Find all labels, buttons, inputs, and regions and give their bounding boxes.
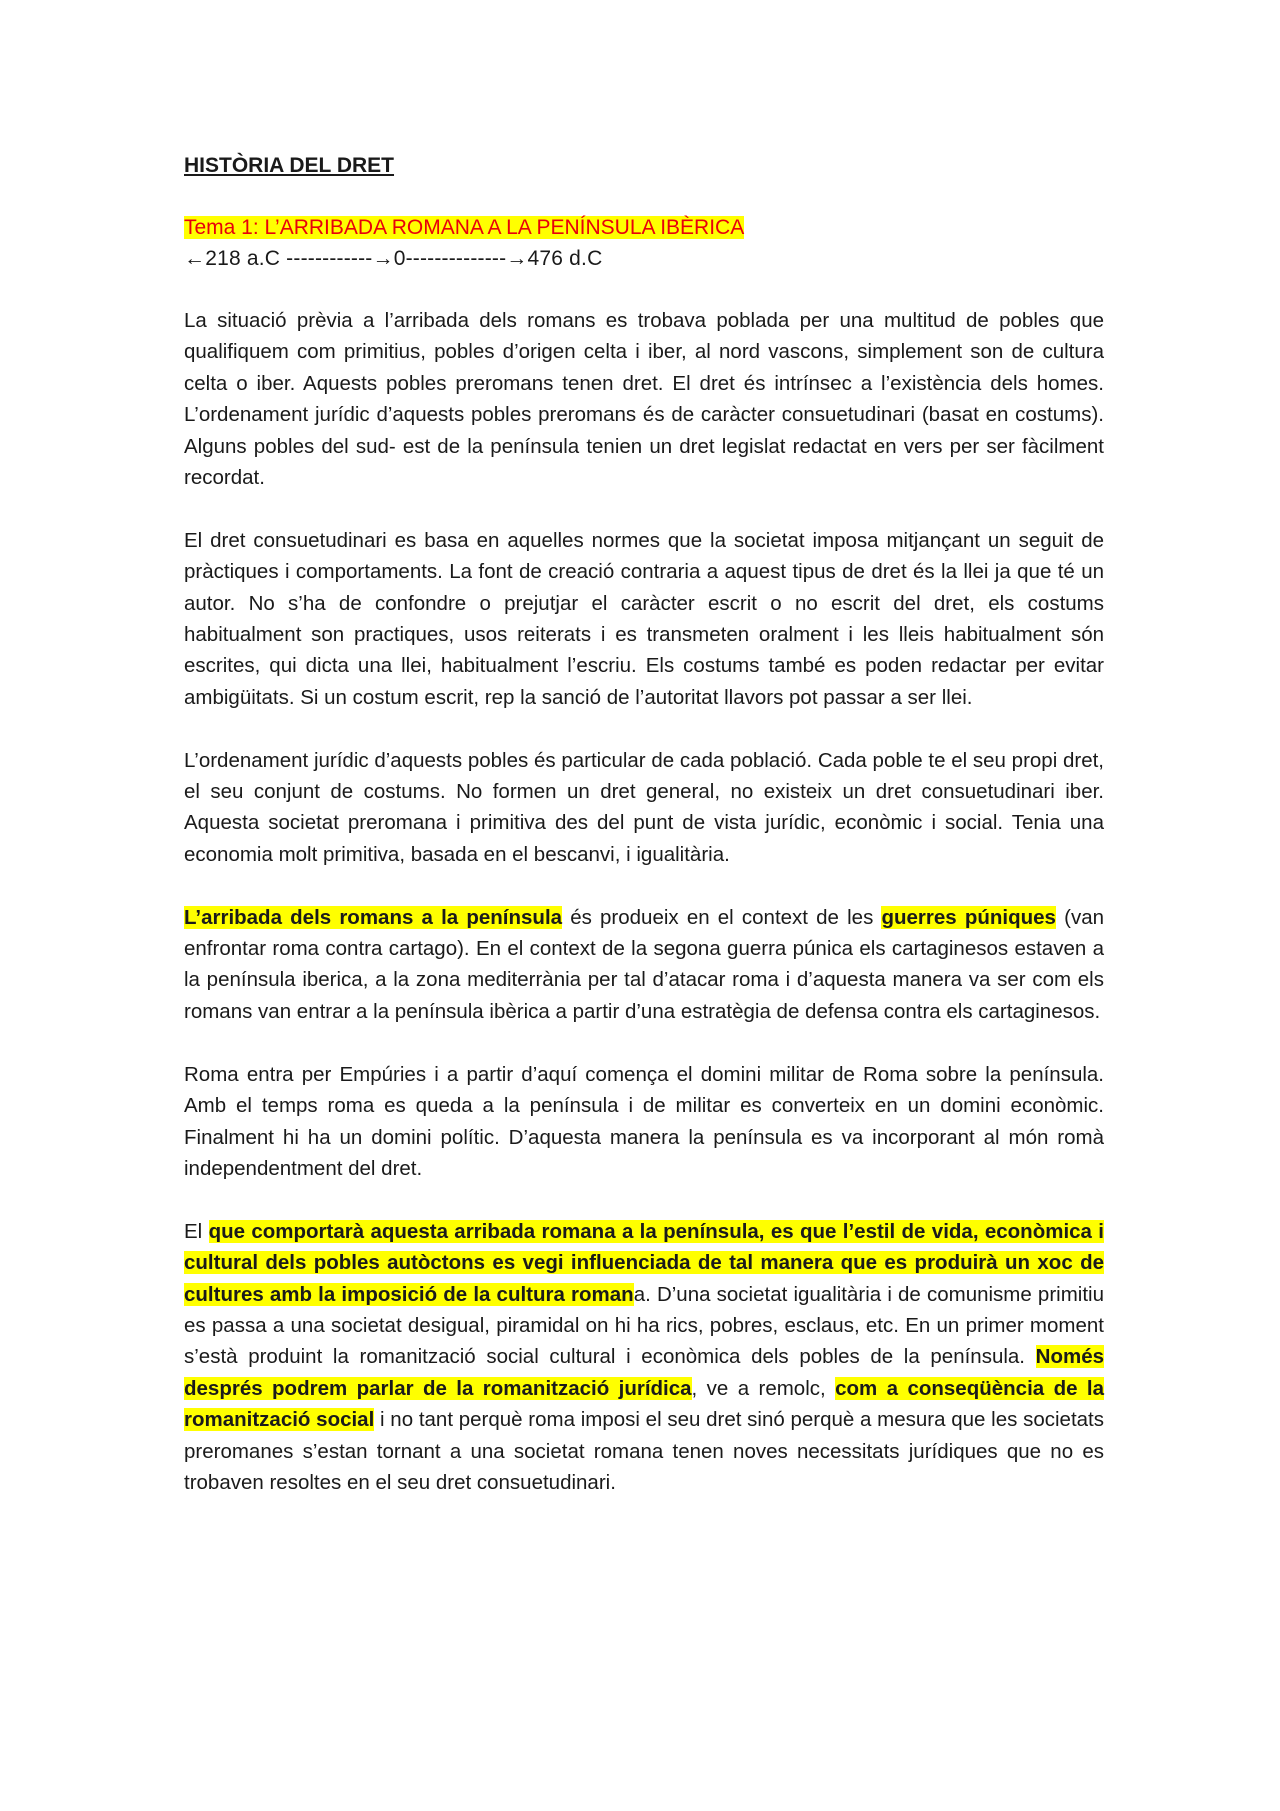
highlight-punic-wars: guerres púniques bbox=[881, 905, 1056, 929]
text-segment: i no tant perquè roma imposi el seu dret sinó perquè a mesura que les societats preromanes s’estan tornant a una societat romana tenen noves necessitats jurídiques que no es trobaven resoltes en el seu dret consuetudinari. bbox=[184, 1408, 1105, 1494]
highlight-social-romanization: com a conseqüència de la romanització social bbox=[184, 1376, 1104, 1432]
highlight-roman-arrival: L’arribada dels romans a la península bbox=[184, 905, 563, 929]
paragraph-customary-law: El dret consuetudinari es basa en aquelles normes que la societat imposa mitjançant un seguit de pràctiques i comportaments. La font de creació contraria a aquest tipus de dret és la llei ja que té un autor. No s’ha de confondre o prejutjar el caràcter escrit o no escrit del dret, els costums habitualment son practiques, usos reiterats i es transmeten oralment i les lleis habitualment són escrites, qui dicta una llei, habitualment l’escriu. Els costums també es poden redactar per evitar ambigüitats. Si un costum escrit, rep la sanció de l’autoritat llavors pot passar a ser llei. bbox=[184, 528, 1104, 709]
topic-heading bbox=[184, 212, 1104, 243]
text-segment: , ve a remolc, bbox=[691, 1376, 836, 1400]
document-page bbox=[184, 150, 1104, 1530]
text-segment: és produeix en el context de les bbox=[562, 905, 882, 929]
paragraph-pre-roman-peoples: La situació prèvia a l’arribada dels romans es trobava poblada per una multitud de pobles que qualifiquem com primitius, pobles d’origen celta i iber, al nord vascons, simplement son de cultura celta o iber. Aquests pobles preromans tenen dret. El dret és intrínsec a l’existència dels homes. L’ordenament jurídic d’aquests pobles preromans és de caràcter consuetudinari (basat en costums). Alguns pobles del sud- est de la península tenien un dret legislat redactat en vers per ser fàcilment recordat. bbox=[184, 309, 1104, 490]
text-segment: a. D’una societat igualitària i de comunisme primitiu es passa a una societat desigual, piramidal on hi ha rics, pobres, esclaus, etc. En un primer moment s’està produint la romanització social cultural i econòmica dels pobles de la península. bbox=[184, 1282, 1104, 1369]
paragraph-roman-domination: Roma entra per Empúries i a partir d’aquí comença el domini militar de Roma sobre la península. Amb el temps roma es queda a la península i de militar es converteix en un domini econòmic. Finalment hi ha un domini polític. D’aquesta manera la península es va incorporant al món romà independentment del dret. bbox=[184, 1062, 1104, 1180]
text-segment: El bbox=[184, 1219, 209, 1243]
paragraph-romanization bbox=[184, 1216, 1104, 1499]
document-title: HISTÒRIA DEL DRET bbox=[184, 154, 395, 177]
topic-heading-text: Tema 1: L’ARRIBADA ROMANA A LA PENÍNSULA IBÈRICA bbox=[184, 216, 745, 239]
highlight-legal-romanization: Només després podrem parlar de la romanització jurídica bbox=[184, 1345, 1104, 1400]
text-segment: (van enfrontar roma contra cartago). En el context de la segona guerra púnica els cartaginesos estaven a la península iberica, a la zona mediterrània per tal d’atacar roma i d’aquesta manera va ser com els romans van entrar a la península ibèrica a partir d’una estratègia de defensa contra els cartaginesos. bbox=[184, 905, 1105, 1023]
paragraph-roman-arrival bbox=[184, 902, 1104, 1028]
paragraph-legal-order: L’ordenament jurídic d’aquests pobles és particular de cada població. Cada poble te el seu propi dret, el seu conjunt de costums. No formen un dret general, no existeix un dret consuetudinari iber. Aquesta societat preromana i primitiva des del punt de vista jurídic, econòmic i social. Tenia una economia molt primitiva, basada en el bescanvi, i igualitària. bbox=[184, 748, 1104, 866]
timeline: ←218 a.C ------------→0--------------→476 d.C bbox=[184, 247, 603, 270]
highlight-culture-clash: que comportarà aquesta arribada romana a la península, es que l’estil de vida, econòmica i cultural dels pobles autòctons es vegi influenciada de tal manera que es produirà un xoc de cultures amb la imposició de la cultura roman bbox=[184, 1219, 1104, 1306]
